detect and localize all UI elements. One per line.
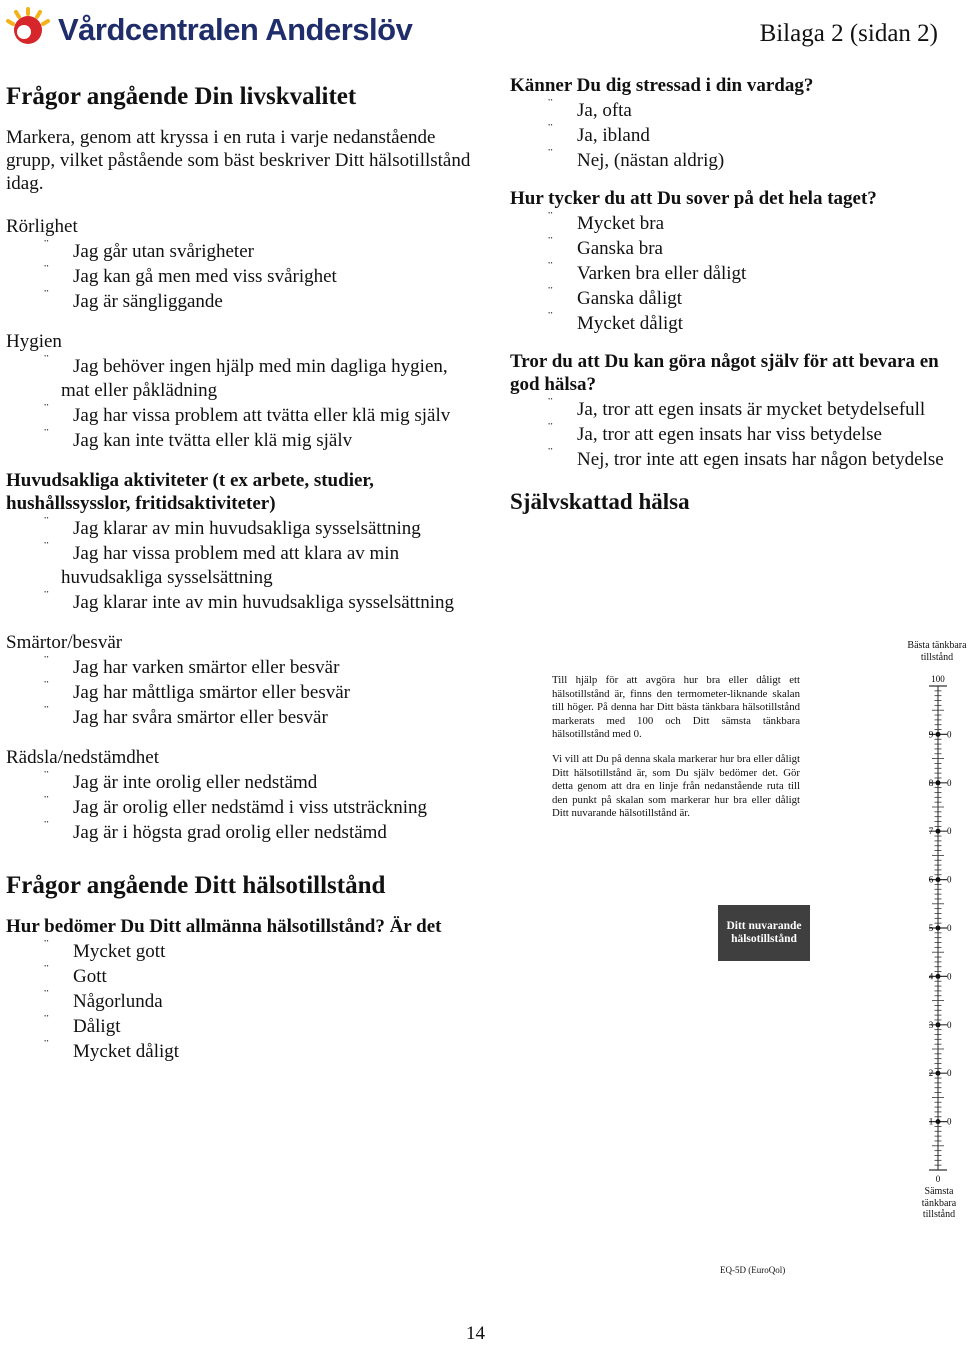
option-label: Någorlunda [73,991,163,1012]
option-label: Jag är orolig eller nedstämd i viss utsträckning [73,797,428,818]
general-health-question: Hur bedömer Du Ditt allmänna hälsotillstånd? Är det [6,916,442,937]
left-column [6,82,471,1065]
option-list [6,771,471,845]
answer-option[interactable] [6,990,471,1014]
checkbox-icon[interactable]: ¨ [44,288,49,303]
eq5d-groups [6,215,471,845]
checkbox-icon[interactable]: ¨ [548,310,553,325]
worst-state-label: Sämsta tänkbara tillstånd [921,1186,957,1220]
health-thermometer-scale[interactable] [900,672,960,1187]
scale-dot [936,926,941,931]
question-group [510,187,950,336]
brand-name: Vårdcentralen Anderslöv [58,12,413,47]
instruction-paragraph: Vi vill att Du på denna skala markerar hur bra eller dåligt Ditt hälsotillstånd är, som Du själv bedömer det. Gör detta genom att dra en linje från nedanstående ruta till den punkt på skalan som markerar hur bra eller dåligt Ditt nuvarande hälsotillstånd är. [552,752,800,820]
answer-option[interactable] [510,287,950,311]
checkbox-icon[interactable]: ¨ [548,285,553,300]
brand-header [6,8,412,52]
answer-option[interactable] [510,262,950,286]
answer-option[interactable] [6,355,471,403]
page-number: 14 [466,1323,485,1344]
checkbox-icon[interactable]: ¨ [44,540,49,555]
checkbox-icon[interactable]: ¨ [44,988,49,1003]
scale-label: 9 [928,729,934,740]
checkbox-icon[interactable]: ¨ [44,704,49,719]
vardcentralen-logo-icon [6,8,50,52]
general-health-options [6,940,471,1064]
scale-dot [936,1071,941,1076]
option-label: Jag har måttliga smärtor eller besvär [73,682,350,703]
scale-dot [936,829,941,834]
scale-label-bottom: 0 [935,1174,941,1184]
answer-option[interactable] [6,591,471,615]
group-title: Rörlighet [6,216,78,237]
scale-label: 4 [928,971,934,982]
scale-label: 5 [928,923,934,933]
answer-option[interactable] [6,517,471,541]
scale-label-zero: 0 [947,1068,952,1079]
answer-option[interactable] [6,796,471,820]
scale-label: 6 [928,874,934,885]
option-label: Nej, tror inte att egen insats har någon betydelse [577,449,944,470]
self-rated-health-title: Självskattad hälsa [510,489,690,514]
answer-option[interactable] [510,124,950,148]
checkbox-icon[interactable]: ¨ [44,794,49,809]
option-list [6,240,471,314]
appendix-label: Bilaga 2 (sidan 2) [759,20,938,47]
answer-option[interactable] [510,212,950,236]
option-label: Jag behöver ingen hjälp med min dagliga hygien, mat eller påklädning [61,356,448,401]
checkbox-icon[interactable]: ¨ [548,260,553,275]
life-quality-title: Frågor angående Din livskvalitet [6,83,357,110]
checkbox-icon[interactable]: ¨ [44,963,49,978]
scale-dot [936,1119,941,1124]
answer-option[interactable] [6,706,471,730]
option-label: Varken bra eller dåligt [577,263,747,284]
checkbox-icon[interactable]: ¨ [548,122,553,137]
checkbox-icon[interactable]: ¨ [548,147,553,162]
scale-label-top: 100 [931,674,945,684]
answer-option[interactable] [6,1040,471,1064]
answer-option[interactable] [6,290,471,314]
scale-label-zero: 0 [947,971,952,982]
option-label: Jag kan gå men med viss svårighet [73,266,337,287]
option-label: Jag är inte orolig eller nedstämd [73,772,318,793]
question-group [6,330,471,453]
answer-option[interactable] [6,542,471,590]
scale-instructions [552,674,800,832]
option-list [6,656,471,730]
answer-option[interactable] [510,448,950,472]
scale-label-zero: 0 [947,923,952,933]
option-label: Ganska bra [577,238,663,259]
option-list [6,517,471,615]
question-title: Tror du att Du kan göra något själv för att bevara en god hälsa? [510,351,939,395]
question-group [510,74,950,173]
answer-option[interactable] [6,771,471,795]
option-label: Mycket dåligt [577,313,684,334]
best-state-label: Bästa tänkbara tillstånd [907,640,967,663]
checkbox-icon[interactable]: ¨ [44,263,49,278]
instruction-paragraph: Till hjälp för att avgöra hur bra eller dåligt ett hälsotillstånd är, finns den termometer-liknande skalan till höger. På denna har Ditt bästa tänkbara hälsotillstånd markerats med 100 och Ditt sämsta tänkbara hälsotillstånd med 0. [552,674,800,741]
checkbox-icon[interactable]: ¨ [548,235,553,250]
option-label: Mycket dåligt [73,1041,180,1062]
option-label: Ja, ibland [577,125,650,146]
option-label: Ja, tror att egen insats har viss betydelse [577,424,882,445]
answer-option[interactable] [510,423,950,447]
scale-dot [936,1022,941,1027]
scale-label-zero: 0 [947,1116,952,1127]
scale-label-zero: 0 [947,729,952,740]
option-list [510,212,950,336]
group-title: Rädsla/nedstämdhet [6,747,160,768]
option-label: Ja, tror att egen insats är mycket betydelsefull [577,399,926,420]
scale-dot [936,780,941,785]
answer-option[interactable] [6,404,471,428]
option-label: Mycket gott [73,941,166,962]
scale-label-zero: 0 [947,874,952,885]
checkbox-icon[interactable]: ¨ [548,446,553,461]
checkbox-icon[interactable]: ¨ [44,515,49,530]
option-label: Jag klarar av min huvudsakliga sysselsättning [73,518,421,539]
answer-option[interactable] [510,237,950,261]
option-label: Gott [73,966,107,987]
checkbox-icon[interactable]: ¨ [44,427,49,442]
scale-label-zero: 0 [947,777,952,788]
intro-text: Markera, genom att kryssa i en ruta i varje nedanstående grupp, vilket påstående som bäst beskriver Ditt hälsotillstånd idag. [6,127,471,194]
answer-option[interactable] [6,1015,471,1039]
group-title: Hygien [6,331,62,352]
option-label: Jag har vissa problem med att klara av min huvudsakliga sysselsättning [61,543,400,588]
scale-dot [936,732,941,737]
answer-option[interactable] [6,265,471,289]
scale-label-zero: 0 [947,1019,952,1030]
option-label: Jag går utan svårigheter [73,241,254,262]
checkbox-icon[interactable]: ¨ [44,938,49,953]
current-health-box: Ditt nuvarande hälsotillstånd [718,905,810,961]
checkbox-icon[interactable]: ¨ [548,421,553,436]
question-group [6,746,471,845]
option-label: Jag har vissa problem att tvätta eller klä mig själv [73,405,451,426]
answer-option[interactable] [510,149,950,173]
answer-option[interactable] [6,656,471,680]
option-label: Mycket bra [577,213,665,234]
option-list [510,99,950,173]
scale-label: 2 [928,1068,934,1079]
scale-label: 3 [928,1019,934,1030]
option-list [510,398,950,472]
answer-option[interactable] [6,240,471,264]
group-title: Smärtor/besvär [6,632,123,653]
checkbox-icon[interactable]: ¨ [44,353,49,368]
option-label: Jag har svåra smärtor eller besvär [73,707,328,728]
checkbox-icon[interactable]: ¨ [44,679,49,694]
checkbox-icon[interactable]: ¨ [44,1013,49,1028]
option-label: Ja, ofta [577,100,632,121]
answer-option[interactable] [510,398,950,422]
option-label: Nej, (nästan aldrig) [577,150,725,171]
question-group [510,350,950,472]
option-label: Ganska dåligt [577,288,683,309]
answer-option[interactable] [6,681,471,705]
question-group [6,469,471,615]
checkbox-icon[interactable]: ¨ [44,589,49,604]
scale-label: 7 [928,826,934,837]
right-questions [510,74,950,472]
checkbox-icon[interactable]: ¨ [44,402,49,417]
answer-option[interactable] [6,940,471,964]
answer-option[interactable] [6,821,471,845]
health-status-title: Frågor angående Ditt hälsotillstånd [6,872,386,899]
question-group [6,631,471,730]
answer-option[interactable] [6,429,471,453]
checkbox-icon[interactable]: ¨ [44,1038,49,1053]
answer-option[interactable] [510,312,950,336]
option-label: Jag är i högsta grad orolig eller nedstämd [73,822,387,843]
scale-label: 1 [928,1116,934,1127]
checkbox-icon[interactable]: ¨ [548,396,553,411]
scale-label-zero: 0 [947,826,952,837]
group-title: Huvudsakliga aktiviteter (t ex arbete, studier, hushållssysslor, fritidsaktiviteter) [6,470,374,514]
option-label: Jag har varken smärtor eller besvär [73,657,340,678]
checkbox-icon[interactable]: ¨ [44,238,49,253]
scale-label: 8 [928,777,934,788]
right-column [510,74,950,516]
answer-option[interactable] [510,99,950,123]
checkbox-icon[interactable]: ¨ [44,769,49,784]
question-title: Hur tycker du att Du sover på det hela taget? [510,188,877,209]
option-label: Dåligt [73,1016,121,1037]
question-group [6,215,471,314]
checkbox-icon[interactable]: ¨ [548,210,553,225]
option-list [6,355,471,453]
checkbox-icon[interactable]: ¨ [44,654,49,669]
eq5d-footnote: EQ-5D (EuroQol) [720,1265,786,1275]
answer-option[interactable] [6,965,471,989]
option-label: Jag är sängliggande [73,291,223,312]
scale-dot [936,877,941,882]
option-label: Jag klarar inte av min huvudsakliga sysselsättning [73,592,454,613]
question-title: Känner Du dig stressad i din vardag? [510,75,814,96]
checkbox-icon[interactable]: ¨ [548,97,553,112]
checkbox-icon[interactable]: ¨ [44,819,49,834]
option-label: Jag kan inte tvätta eller klä mig själv [73,430,353,451]
scale-dot [936,974,941,979]
